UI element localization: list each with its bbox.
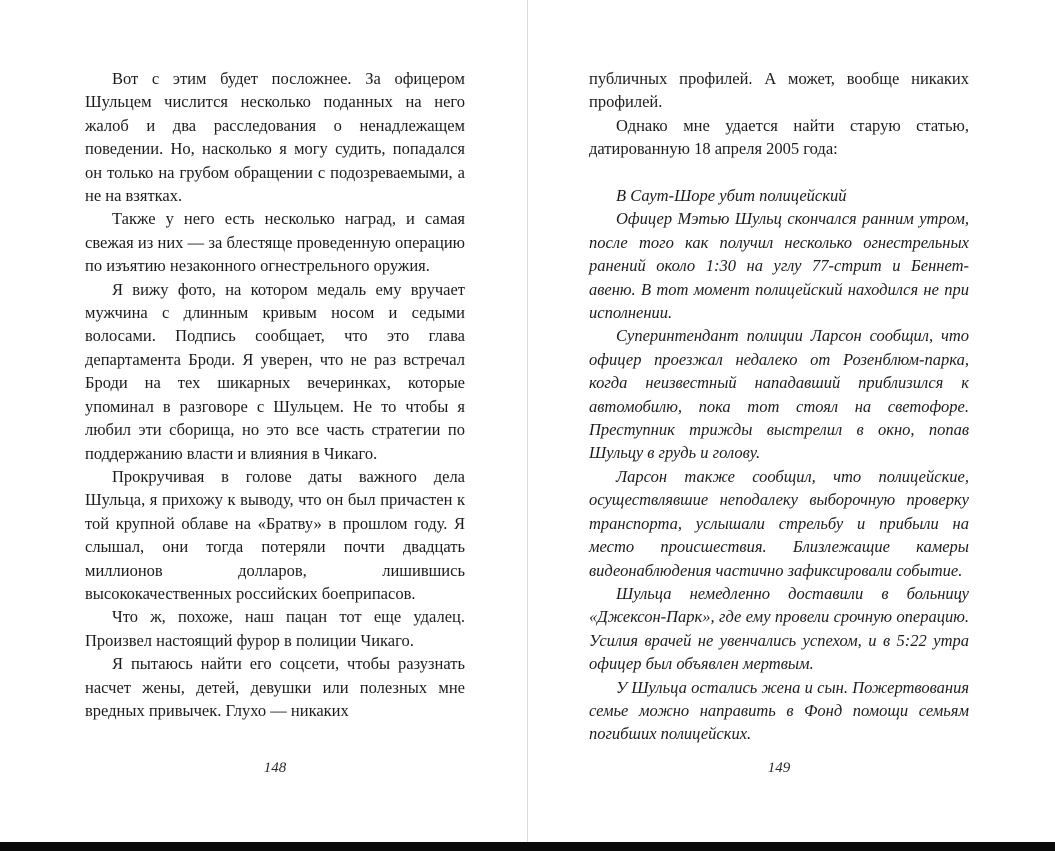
paragraph: публичных профилей. А может, вообще никаких профилей. <box>589 69 969 112</box>
page-number-left: 148 <box>263 760 287 776</box>
paragraph: Однако мне удается найти старую статью, датированную 18 апреля 2005 года: <box>589 115 969 159</box>
paragraph: Я пытаюсь найти его соцсети, чтобы разузнать насчет жены, детей, девушки или полезных мне вредных привычек. Глухо — никаких <box>85 654 465 720</box>
paragraph: Вот с этим будет посложнее. За офицером Шульцем числится несколько поданных на него жалоб и два расследования о ненадлежащем поведении. Но, насколько я могу судить, попадался он только на грубом обращении с подозреваемыми, а не на взятках. <box>85 69 465 206</box>
page-number-right: 149 <box>767 760 791 776</box>
page-left-text <box>85 67 465 722</box>
paragraph: Прокручивая в голове даты важного дела Шульца, я прихожу к выводу, что он был причастен к той крупной облаве на «Братву» в прошлом году. Я слышал, они тогда потеряли почти двадцать миллионов долларов, лишившись высококачественных российских боеприпасов. <box>85 466 465 603</box>
paragraph: Шульца немедленно доставили в больницу «Джексон-Парк», где ему провели срочную операцию. Усилия врачей не увенчались успехом, и в 5:22 утра офицер был объявлен мертвым. <box>589 583 969 674</box>
paragraph: У Шульца остались жена и сын. Пожертвования семье можно направить в Фонд помощи семьям погибших полицейских. <box>589 677 969 744</box>
page-right-text <box>589 67 969 746</box>
paragraph: Также у него есть несколько наград, и самая свежая из них — за блестяще проведенную операцию по изъятию незаконного огнестрельного оружия. <box>85 209 465 276</box>
paragraph: Офицер Мэтью Шульц скончался ранним утром, после того как получил несколько огнестрельных ранений около 1:30 на углу 77-стрит и Беннет-авеню. В тот момент полицейский находился не при исполнении. <box>589 209 969 323</box>
paragraph: Я вижу фото, на котором медаль ему вручает мужчина с длинным кривым носом и седыми волосами. Подпись сообщает, что это глава департамента Броди. Я уверен, что не раз встречал Броди на тех шикарных вечеринках, которые упоминал в разговоре с Шульцем. Не то чтобы я любил эти сборища, но это все часть стратегии по поддержанию власти и влияния в Чикаго. <box>85 279 465 463</box>
paragraph: В Саут-Шоре убит полицейский <box>616 186 847 206</box>
bottom-bar <box>0 842 1055 851</box>
paragraph: Ларсон также сообщил, что полицейские, осуществлявшие неподалеку выборочную проверку транспорта, услышали стрельбу и прибыли на место происшествия. Близлежащие камеры видеонаблюдения частично зафиксировали событие. <box>589 466 969 580</box>
paragraph: Суперинтендант полиции Ларсон сообщил, что офицер проезжал недалеко от Розенблюм-парка, когда неизвестный нападавший приблизился к автомобилю, пока тот стоял на светофоре. Преступник трижды выстрелил в окно, попав Шульцу в грудь и голову. <box>589 326 969 463</box>
paragraph: Что ж, похоже, наш пацан тот еще удалец. Произвел настоящий фурор в полиции Чикаго. <box>85 607 465 650</box>
page-gutter-divider <box>527 0 528 842</box>
